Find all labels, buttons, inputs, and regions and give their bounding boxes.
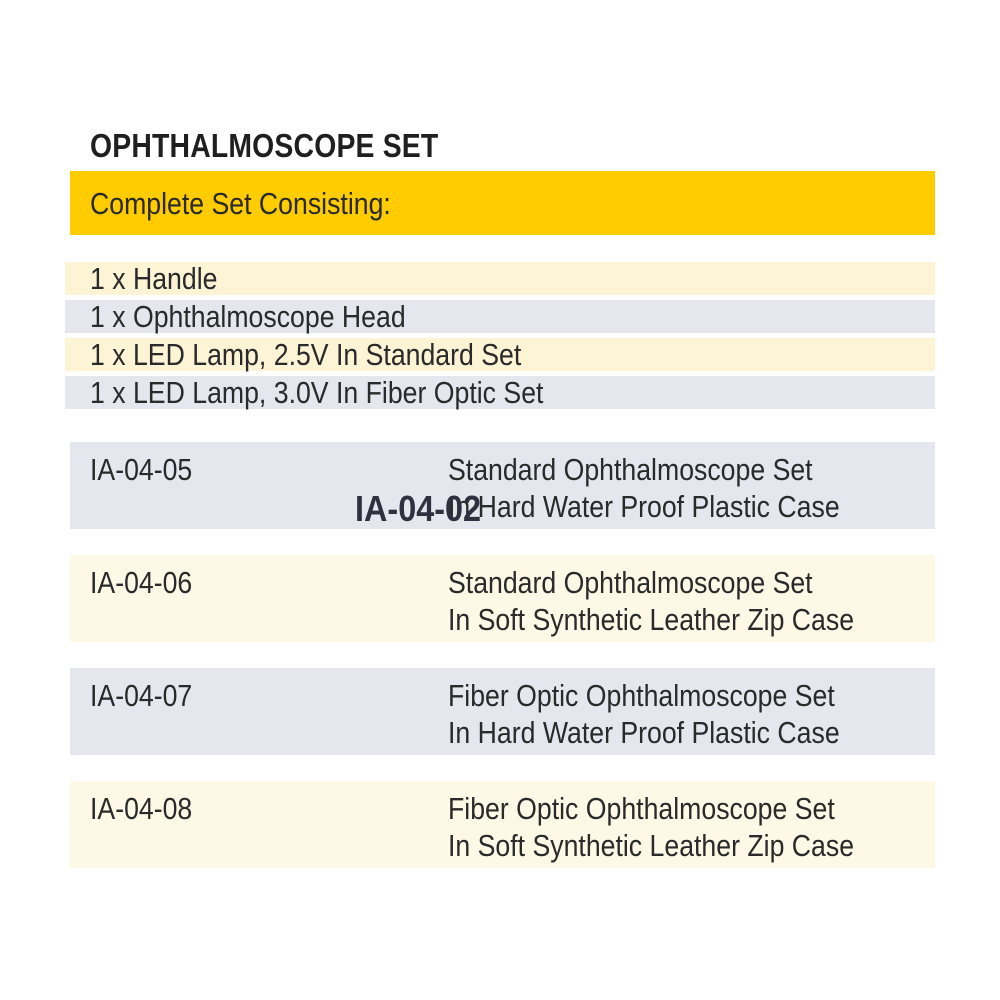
component-row: [65, 300, 935, 333]
component-text: 1 x LED Lamp, 3.0V In Fiber Optic Set: [90, 375, 544, 410]
product-row: [70, 781, 935, 868]
product-row: [70, 442, 935, 529]
product-row: [70, 555, 935, 642]
product-description-line2: In Hard Water Proof Plastic Case: [448, 715, 840, 750]
product-description-line1: Standard Ophthalmoscope Set: [448, 565, 813, 600]
product-description-line2: In Soft Synthetic Leather Zip Case: [448, 828, 855, 863]
product-description: [448, 790, 854, 864]
page-title: OPHTHALMOSCOPE SET: [90, 127, 439, 164]
subtitle-text: Complete Set Consisting:: [90, 186, 391, 221]
product-code: IA-04-05: [90, 452, 193, 487]
product-code: IA-04-07: [90, 678, 193, 713]
component-text: 1 x LED Lamp, 2.5V In Standard Set: [90, 337, 522, 372]
product-code: IA-04-08: [90, 791, 193, 826]
component-text: 1 x Handle: [90, 261, 218, 296]
component-row: [65, 262, 935, 295]
product-row: [70, 668, 935, 755]
product-description: [448, 451, 840, 525]
product-description-line1: Standard Ophthalmoscope Set: [448, 452, 813, 487]
subtitle-banner: [70, 171, 935, 235]
product-description-line1: Fiber Optic Ophthalmoscope Set: [448, 678, 835, 713]
component-text: 1 x Ophthalmoscope Head: [90, 299, 406, 334]
component-row: [65, 338, 935, 371]
product-description-line1: Fiber Optic Ophthalmoscope Set: [448, 791, 835, 826]
product-description: [448, 677, 840, 751]
product-description-line2: In Soft Synthetic Leather Zip Case: [448, 602, 855, 637]
product-code: IA-04-06: [90, 565, 193, 600]
overlay-product-code: IA-04-02: [355, 488, 482, 529]
component-row: [65, 376, 935, 409]
product-description: [448, 564, 854, 638]
product-description-line2: In Hard Water Proof Plastic Case: [448, 489, 840, 524]
